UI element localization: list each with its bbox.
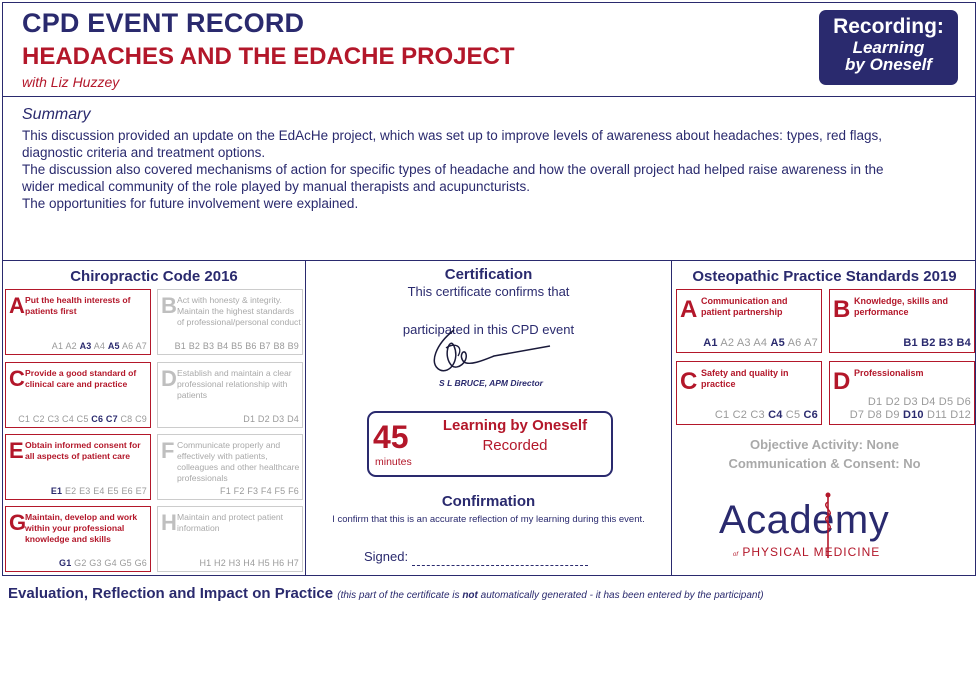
osteo-box-c [676, 361, 822, 425]
code-b3: B3 [938, 337, 954, 349]
chiro-box-b [157, 289, 303, 355]
code-c3: C3 [750, 409, 765, 421]
chiro-letter: D [161, 366, 177, 391]
chiro-box-c [5, 362, 151, 428]
osteo-box-d [829, 361, 975, 425]
code-g1: G1 [59, 558, 72, 568]
academy-logo-subtitle: PHYSICAL MEDICINE [742, 545, 881, 559]
chiro-codes [220, 486, 299, 496]
code-d11: D11 [926, 409, 947, 421]
activity-type: Learning by Oneself [442, 417, 588, 434]
code-e3: E3 [79, 486, 91, 496]
code-c5: C5 [785, 409, 801, 421]
chiro-codes [175, 341, 299, 351]
certification-heading: Certification [444, 266, 533, 283]
summary-heading: Summary [22, 106, 91, 123]
osteo-codes [868, 396, 971, 408]
code-h7: H7 [287, 558, 299, 568]
code-a3: A3 [79, 341, 92, 351]
chiro-heading: Chiropractic Code 2016 [70, 268, 238, 285]
evaluation-title: Evaluation, Reflection and Impact on Practice [8, 585, 334, 602]
chiro-letter: C [9, 366, 25, 391]
recording-badge [819, 10, 958, 85]
badge-line2: by Oneself [845, 55, 932, 74]
code-f3: F3 [247, 486, 259, 496]
code-h3: H3 [228, 558, 241, 568]
code-b4: B4 [216, 341, 229, 351]
code-c7: C7 [105, 414, 118, 424]
code-d10: D10 [902, 409, 924, 421]
code-g2: G2 [74, 558, 87, 568]
code-d3: D3 [903, 396, 918, 408]
code-g6: G6 [134, 558, 147, 568]
osteo-letter: C [680, 368, 698, 395]
participation-text: participated in this CPD event [402, 322, 575, 337]
code-h5: H5 [257, 558, 270, 568]
code-f1: F1 [220, 486, 231, 496]
code-b6: B6 [245, 341, 257, 351]
code-d2: D2 [885, 396, 901, 408]
code-a4: A4 [753, 337, 768, 349]
chiro-desc: Provide a good standard of clinical care and practice [25, 368, 137, 389]
objective-activity: Objective Activity: None [749, 437, 900, 452]
osteo-codes [703, 337, 818, 349]
signature-line[interactable] [412, 565, 588, 566]
academy-logo-sub [733, 545, 880, 559]
evaluation-note-c: automatically generated - it has been entered by the participant) [477, 590, 764, 601]
certification-intro: This certificate confirms that [407, 284, 570, 299]
chiro-box-h [157, 506, 303, 572]
chiro-codes [52, 341, 147, 351]
chiro-desc: Maintain, develop and work within your professional knowledge and skills [25, 512, 138, 544]
code-b2: B2 [921, 337, 936, 349]
code-a4: A4 [93, 341, 106, 351]
code-g5: G5 [119, 558, 132, 568]
code-a6: A6 [787, 337, 802, 349]
osteo-desc: Safety and quality in practice [701, 368, 789, 389]
academy-logo-of: of [733, 552, 739, 558]
chiro-codes [199, 558, 299, 568]
divider [305, 260, 306, 576]
chiro-codes [59, 558, 147, 568]
summary-line: The opportunities for future involvement were explained. [22, 196, 359, 211]
code-b1: B1 [903, 337, 918, 349]
code-g3: G3 [89, 558, 102, 568]
director-signature [424, 326, 554, 378]
code-d4: D4 [921, 396, 936, 408]
code-f5: F5 [274, 486, 286, 496]
code-e5: E5 [107, 486, 119, 496]
chiro-letter: A [9, 293, 25, 318]
chiro-desc: Put the health interests of patients first [25, 295, 131, 316]
code-a2: A2 [720, 337, 735, 349]
code-c4: C4 [62, 414, 74, 424]
confirmation-text: I confirm that this is an accurate reflection of my learning during this event. [332, 514, 645, 525]
chiro-box-a [5, 289, 151, 355]
osteo-letter: D [833, 368, 851, 395]
evaluation-note [337, 590, 763, 601]
code-d1: D1 [243, 414, 256, 424]
chiro-letter: F [161, 438, 175, 463]
code-e4: E4 [93, 486, 105, 496]
code-h2: H2 [214, 558, 226, 568]
event-title: HEADACHES AND THE EDACHE PROJECT [22, 43, 515, 70]
code-c1: C1 [18, 414, 31, 424]
chiro-codes [18, 414, 147, 424]
summary-line: The discussion also covered mechanisms of action for specific types of headache and how the overall project had helped raise awareness in the [22, 162, 884, 177]
code-c4: C4 [768, 409, 783, 421]
code-d9: D9 [885, 409, 900, 421]
code-b7: B7 [259, 341, 271, 351]
code-d12: D12 [950, 409, 971, 421]
code-a7: A7 [804, 337, 818, 349]
code-a5: A5 [107, 341, 120, 351]
divider [2, 96, 976, 97]
divider [2, 260, 976, 261]
osteo-letter: B [833, 296, 851, 323]
chiro-codes [51, 486, 147, 496]
presenter-name: with Liz Huzzey [22, 74, 120, 90]
summary-line: diagnostic criteria and treatment options. [22, 145, 266, 160]
code-c6: C6 [803, 409, 818, 421]
code-b4: B4 [956, 337, 971, 349]
summary-line: This discussion provided an update on the EdAcHe project, which was set up to improve levels of awareness about headaches: types, red flags, [22, 128, 882, 143]
chiro-letter: G [9, 510, 27, 535]
code-a3: A3 [736, 337, 751, 349]
chiro-desc: Establish and maintain a clear professional relationship with patients [177, 368, 292, 400]
code-f2: F2 [233, 486, 245, 496]
code-c9: C9 [135, 414, 147, 424]
code-c6: C6 [91, 414, 104, 424]
code-f4: F4 [260, 486, 272, 496]
code-d2: D2 [257, 414, 270, 424]
badge-title: Recording: [833, 15, 944, 38]
code-c2: C2 [32, 414, 45, 424]
osteo-desc: Communication and patient partnership [701, 296, 788, 317]
osteo-codes [850, 409, 971, 421]
chiro-box-g [5, 506, 151, 572]
osteo-codes [715, 409, 818, 421]
evaluation-note-a: (this part of the certificate is [337, 590, 463, 601]
code-a1: A1 [51, 341, 64, 351]
chiro-box-f [157, 434, 303, 500]
activity-status: Recorded [482, 437, 548, 454]
minutes-value: 45 [373, 419, 409, 455]
code-h4: H4 [243, 558, 256, 568]
code-b8: B8 [273, 341, 285, 351]
code-a2: A2 [65, 341, 77, 351]
code-a1: A1 [703, 337, 718, 349]
chiro-letter: H [161, 510, 177, 535]
osteo-box-a [676, 289, 822, 353]
chiro-letter: B [161, 293, 177, 318]
osteo-desc: Knowledge, skills and performance [854, 296, 949, 317]
academy-logo-word: Academy [719, 498, 890, 542]
badge-line1: Learning [852, 38, 925, 57]
code-d6: D6 [956, 396, 971, 408]
code-c2: C2 [732, 409, 748, 421]
code-a5: A5 [770, 337, 785, 349]
chiro-desc: Communicate properly and effectively with patients, colleagues and other healthcare professionals [177, 440, 300, 483]
code-h6: H6 [272, 558, 285, 568]
code-b3: B3 [202, 341, 215, 351]
code-d8: D8 [867, 409, 882, 421]
code-d3: D3 [272, 414, 285, 424]
code-a7: A7 [135, 341, 147, 351]
code-e6: E6 [121, 486, 133, 496]
evaluation-heading [8, 585, 764, 602]
code-c8: C8 [120, 414, 133, 424]
code-d4: D4 [287, 414, 299, 424]
chiro-desc: Maintain and protect patient information [177, 512, 284, 533]
chiro-box-d [157, 362, 303, 428]
code-e1: E1 [50, 486, 63, 496]
chiro-desc: Obtain informed consent for all aspects of patient care [25, 440, 141, 461]
osteo-desc: Professionalism [854, 368, 924, 378]
code-a6: A6 [121, 341, 134, 351]
chiro-box-e [5, 434, 151, 500]
code-c3: C3 [47, 414, 60, 424]
minutes-label: minutes [375, 456, 412, 468]
page-title: CPD EVENT RECORD [22, 8, 305, 38]
code-b5: B5 [231, 341, 243, 351]
code-h1: H1 [199, 558, 212, 568]
code-c1: C1 [714, 409, 730, 421]
osteo-codes [903, 337, 971, 349]
evaluation-note-not: not [462, 590, 478, 601]
code-e7: E7 [135, 486, 147, 496]
summary-line: wider medical community of the role played by manual therapists and acupuncturists. [22, 179, 531, 194]
code-d1: D1 [867, 396, 883, 408]
osteo-heading: Osteopathic Practice Standards 2019 [692, 268, 957, 285]
divider [671, 260, 672, 576]
code-d5: D5 [938, 396, 954, 408]
code-e2: E2 [64, 486, 77, 496]
signer-name: S L BRUCE, APM Director [439, 378, 543, 388]
chiro-codes [243, 414, 299, 424]
chiro-desc: Act with honesty & integrity. Maintain the highest standards of professional/personal conduct [177, 295, 301, 327]
signed-label: Signed: [364, 549, 409, 564]
osteo-box-b [829, 289, 975, 353]
osteo-letter: A [680, 296, 698, 323]
confirmation-heading: Confirmation [441, 493, 536, 510]
chiro-letter: E [9, 438, 24, 463]
code-g4: G4 [104, 558, 117, 568]
code-c5: C5 [76, 414, 89, 424]
code-b1: B1 [174, 341, 186, 351]
code-d7: D7 [849, 409, 865, 421]
communication-consent: Communication & Consent: No [728, 456, 921, 471]
code-f6: F6 [288, 486, 299, 496]
code-b9: B9 [287, 341, 299, 351]
code-b2: B2 [188, 341, 201, 351]
